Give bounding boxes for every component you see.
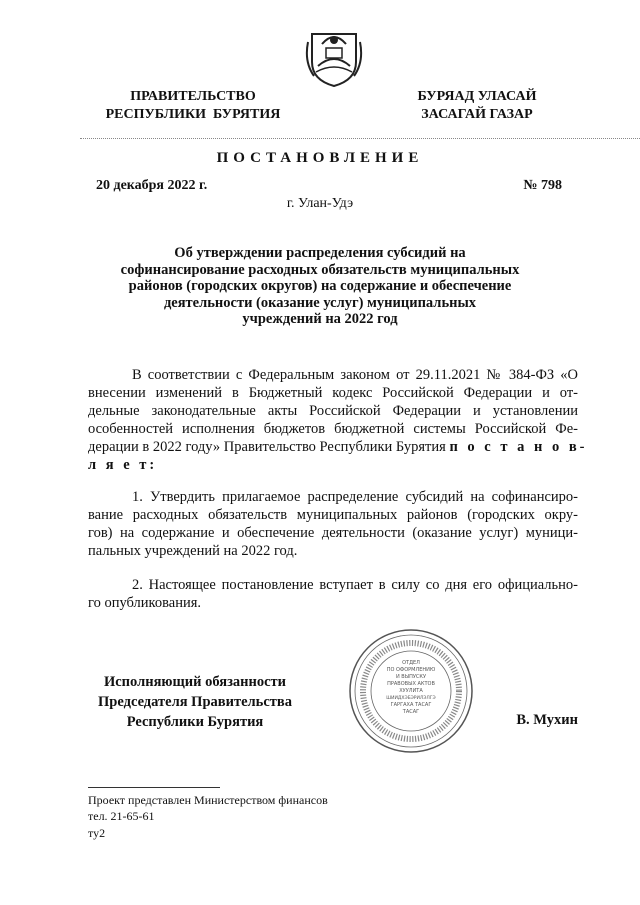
svg-text:ПРАВОВЫХ АКТОВ: ПРАВОВЫХ АКТОВ: [387, 681, 435, 687]
document-title: ПОСТАНОВЛЕНИЕ: [216, 150, 424, 166]
header-left-block: [88, 88, 298, 124]
svg-text:ОТДЕЛ: ОТДЕЛ: [402, 660, 420, 666]
document-subject: [90, 245, 550, 328]
document-city: г. Улан-Удэ: [286, 196, 354, 211]
svg-text:ХУУЛИТА: ХУУЛИТА: [399, 688, 423, 694]
text-line: дельные законодательные акты Российской Федерации и установлении: [88, 403, 578, 419]
decision-word-end: л я е т:: [88, 457, 158, 473]
subject-line: районов (городских округов) на содержание и обеспечение: [128, 278, 512, 294]
body-paragraph-3: [88, 576, 578, 612]
header-divider: [80, 138, 640, 139]
coat-of-arms-emblem: [304, 22, 364, 88]
svg-text:ТАСАГ: ТАСАГ: [402, 709, 420, 715]
svg-text:ШИИДХЭБЭРИЛЭЛГЭ: ШИИДХЭБЭРИЛЭЛГЭ: [386, 696, 436, 701]
svg-text:И ВЫПУСКУ: И ВЫПУСКУ: [395, 674, 427, 680]
header-right-block: [392, 88, 562, 124]
subject-line: учреждений на 2022 год: [242, 311, 398, 327]
footer-rule: [88, 787, 220, 788]
footer-line: тел. 21-65-61: [88, 809, 155, 823]
header-right-line2: ЗАСАГАЙ ГАЗАР: [421, 107, 533, 122]
header-left-line1: ПРАВИТЕЛЬСТВО: [130, 89, 256, 104]
signatory-title: [80, 672, 310, 732]
official-stamp: [348, 628, 474, 754]
subject-line: софинансирование расходных обязательств муниципальных: [120, 261, 520, 278]
footer-code: ту2: [88, 826, 106, 840]
text-line: гов) на содержание и обеспечение деятельности (оказание услуг) муници-: [88, 525, 578, 541]
footer-line: Проект представлен Министерством финансов: [88, 793, 328, 807]
text-line: пальных учреждений на 2022 год.: [88, 543, 298, 559]
svg-text:ГАРГАХА ТАСАГ: ГАРГАХА ТАСАГ: [390, 702, 432, 708]
body-paragraph-1: [88, 366, 588, 474]
text-line: особенностей исполнения бюджетов бюджетной системы Российской Фе-: [88, 421, 578, 437]
text-line: го опубликования.: [88, 595, 202, 611]
signatory-name: В. Мухин: [516, 712, 578, 728]
subject-line: деятельности (оказание услуг) муниципальных: [163, 294, 477, 311]
footer-note: [88, 792, 328, 824]
subject-line: Об утверждении распределения субсидий на: [174, 245, 466, 261]
document-date: 20 декабря 2022 г.: [96, 178, 208, 193]
header-right-line1: БУРЯАД УЛАСАЙ: [417, 89, 537, 104]
signatory-line: Председателя Правительства: [98, 694, 292, 710]
text-line: [88, 438, 588, 456]
text-line: 1. Утвердить прилагаемое распределение субсидий на софинансиро-: [132, 489, 578, 505]
document-number: № 798: [523, 178, 562, 193]
text-line: внесении изменений в Бюджетный кодекс Российской Федерации и от-: [88, 385, 578, 401]
body-paragraph-2: [88, 488, 578, 560]
text-line: вание расходных обязательств муниципальных районов (городских окру-: [88, 507, 578, 523]
decision-word-start: п о с т а н о в-: [449, 439, 588, 455]
signatory-line: Республики Бурятия: [126, 714, 264, 730]
svg-text:ПО ОФОРМЛЕНИЮ: ПО ОФОРМЛЕНИЮ: [386, 667, 436, 673]
text-line: 2. Настоящее постановление вступает в силу со дня его официально-: [132, 577, 578, 593]
text-segment: дерации в 2022 году» Правительство Республики Бурятия: [88, 439, 446, 455]
text-line: В соответствии с Федеральным законом от 29.11.2021 № 384-ФЗ «О: [132, 367, 578, 383]
signatory-line: Исполняющий обязанности: [103, 674, 287, 690]
header-left-line2: РЕСПУБЛИКИ БУРЯТИЯ: [105, 107, 281, 122]
